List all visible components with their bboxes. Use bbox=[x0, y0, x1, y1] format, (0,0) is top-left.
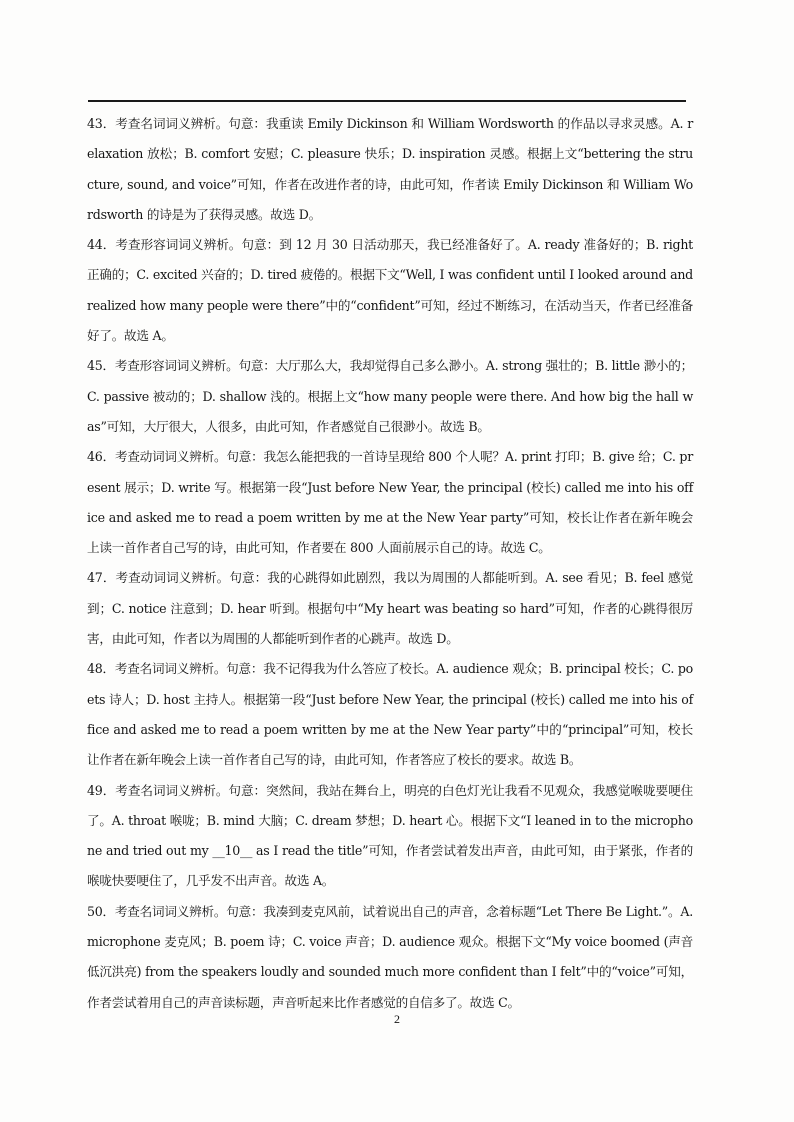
answer-50: 50．考查名词词义辨析。句意：我凑到麦克风前，试着说出自己的声音，念着标题“Let There Be Light.”。A. microphone 麦克风；B. poem 诗；C. voice 声音；D. audience 观众。根据下文“My voice boomed (声音低沉洪亮) from the speakers loudly and sounded much more confident than I felt”中的“voice”可知，作者尝试着用自己的声音读标题，声音听起来比作者感觉的自信多了。故选 C。 bbox=[87, 903, 693, 1010]
header-rule bbox=[88, 100, 686, 102]
answer-explanations bbox=[87, 109, 693, 1018]
answer-43: 43．考查名词词义辨析。句意：我重读 Emily Dickinson 和 William Wordsworth 的作品以寻求灵感。A. relaxation 放松；B. comfort 安慰；C. pleasure 快乐；D. inspiration 灵感。根据上文“bettering the structure, sound, and voice”可知，作者在改进作者的诗，由此可知，作者读 Emily Dickinson 和 William Wordsworth 的诗是为了获得灵感。故选 D。 bbox=[87, 116, 693, 222]
answer-44: 44．考查形容词词义辨析。句意：到 12 月 30 日活动那天，我已经准备好了。A. ready 准备好的；B. right 正确的；C. excited 兴奋的；D. tired 疲倦的。根据下文“Well, I was confident until I looked around and realized how many people were there”中的“confident”可知，经过不断练习，在活动当天，作者已经准备好了。故选 A。 bbox=[87, 237, 693, 344]
page-number: 2 bbox=[394, 1012, 400, 1026]
answer-45: 45．考查形容词词义辨析。句意：大厅那么大，我却觉得自己多么渺小。A. strong 强壮的；B. little 渺小的；C. passive 被动的；D. shallow 浅的。根据上文“how many people were there. And how big the hall was”可知，大厅很大，人很多，由此可知，作者感觉自己很渺小。故选 B。 bbox=[87, 358, 693, 434]
answer-46: 46．考查动词词义辨析。句意：我怎么能把我的一首诗呈现给 800 个人呢？A. print 打印；B. give 给；C. present 展示；D. write 写。根据第一段“Just before New Year, the principal (校长) called me into his office and asked me to read a poem written by me at the New Year party”可知，校长让作者在新年晚会上读一首作者自己写的诗，由此可知，作者要在 800 人面前展示自己的诗。故选 C。 bbox=[87, 449, 693, 556]
answer-49: 49．考查名词词义辨析。句意：突然间，我站在舞台上，明亮的白色灯光让我看不见观众，我感觉喉咙要哽住了。A. throat 喉咙；B. mind 大脑；C. dream 梦想；D. heart 心。根据下文“I leaned in to the microphone and tried out my __10__ as I read the title”可知，作者尝试着发出声音，由此可知，由于紧张，作者的喉咙快要哽住了，几乎发不出声音。故选 A。 bbox=[87, 782, 693, 889]
answer-48: 48．考查名词词义辨析。句意：我不记得我为什么答应了校长。A. audience 观众；B. principal 校长；C. poets 诗人；D. host 主持人。根据第一段“Just before New Year, the principal (校长) called me into his office and asked me to read a poem written by me at the New Year party”中的“principal”可知，校长让作者在新年晚会上读一首作者自己写的诗，由此可知，作者答应了校长的要求。故选 B。 bbox=[87, 661, 693, 768]
answer-47: 47．考查动词词义辨析。句意：我的心跳得如此剧烈，我以为周围的人都能听到。A. see 看见；B. feel 感觉到；C. notice 注意到；D. hear 听到。根据句中“My heart was beating so hard”可知，作者的心跳得很厉害，由此可知，作者以为周围的人都能听到作者的心跳声。故选 D。 bbox=[87, 570, 693, 647]
